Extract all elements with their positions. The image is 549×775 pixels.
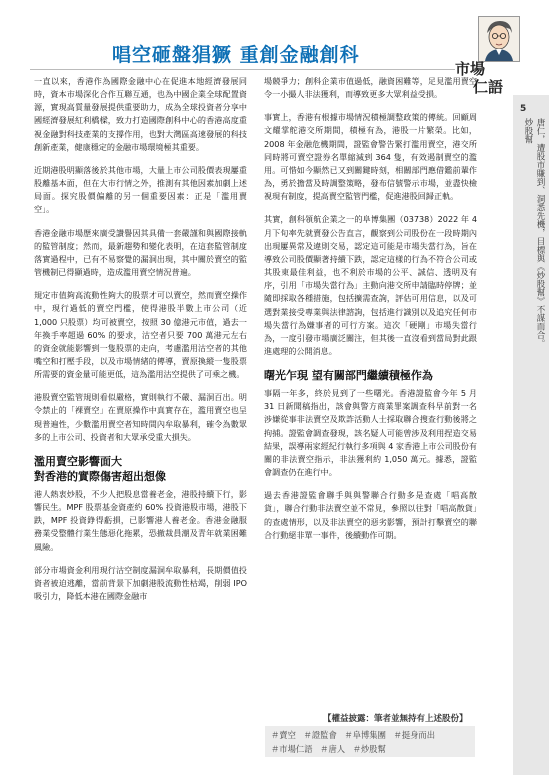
paragraph: 事隔一年多，終於見到了一些曙光。香港證監會今年 5 月 31 日新聞稿指出，該會與警方商業罪案調查科早前對一名涉嫌從事非法賣空及欺詐活動人士採取聯合搜查行動後將之拘捕。證監會調查發現，該名疑人可能曾涉及利用捏造交易結果，誤導兩家經紀行執行多項與 4 家香港上市公司股份有關的非法賣空指示，非法獲利約 1,050 萬元。據悉，證監會調查仍在進行中。 — [264, 388, 477, 478]
page-number: 5 — [520, 104, 527, 114]
subheading — [34, 454, 247, 484]
article-headline: 唱空砸盤猖獗 重創金融創科 — [112, 44, 360, 66]
paragraph: 過去香港證監會聯手與與警聯合行動多是查處「唱高散貨」，聯合行動非法賣空並不常見，參照以往對「唱高散貨」的查處情形，以及非法賣空的惡劣影響，預計打擊賣空的聯合行動絕非單一事件，後續動作可期。 — [264, 490, 477, 540]
paragraph: 場競爭力；創科企業市值過低，融資困難等，足見濫用賣空令一小撮人非法獲利，而導致更多大眾利益受損。 — [264, 76, 477, 100]
subheading: 曙光乍現 望有關部門繼續積極作為 — [264, 369, 433, 383]
column-name-line2: 仁語 — [473, 78, 504, 96]
hashtag[interactable]: ＃炒股幫 — [352, 744, 386, 754]
column-name-line1: 市場 — [455, 60, 486, 78]
subheading-line1: 濫用賣空影響面大 — [34, 454, 122, 468]
article-column-left — [34, 75, 247, 613]
paragraph: 其實，創科領航企業之一的阜博集團（03738）2022 年 4 月下旬率先就賣發公告直言，觀察到公司股份在一段時期內出現屢異常及違則交易，認定這可能是市場失當行為，旨在導致公司股價顯著持續下跌，認定這樣的行為不符合公司或其股東最佳利益，也不利於市場的公平、誠信、透明及有序，引用「市場失當行為」主動向港交所申請臨時停牌；並隨即採取各種措施，包括擴需查詢，評估可用信息，以及可選對業接受專業與法律諮詢，包括進行識別以及追究任何市場失當行為嫌事者的可行方案。這次「硬剛」市場失當行為，一度引發市場廣泛關注，但其後一直沒看到當局對此跟進處理的公開消息。 — [264, 214, 477, 356]
hashtag-box — [265, 726, 475, 757]
header-divider — [30, 69, 455, 70]
sidebar-text-column-name: 炒股幫 — [523, 118, 533, 144]
article-column-right — [264, 75, 477, 552]
paragraph: 部分市場資金利用現行沽空制度漏洞牟取暴利，長期價值投資者被迫逃離，當前背景下加劇港股流動性枯竭，削弱 IPO 吸引力，降低本港在國際金融市 — [34, 564, 247, 601]
hashtag[interactable]: ＃賣空 — [271, 730, 296, 740]
paragraph: 規定市值夠高流動性夠大的股票才可以賣空，然而賣空操作中，現行過低的賣空門檻，使得港股半數上市公司（近 1,000 只股票）均可被賣空，按照 30 億港元市值，過去一年換手率超過 60% 的要求，沽空者只要 700 萬港元左右的資金就能影響到一隻股票的走向，考慮濫用沽空者的其他嘴空和打壓手段，以及市場情緒的傳導，賣原換縱一隻股票所需要的資金量可能更低，這為濫用沽空提供了可乘之機。 — [34, 290, 247, 380]
paragraph: 事實上，香港有根據市場情況積極調整政策的傳統。回顧周文耀掌舵港交所期間，積極有為，港股一片繁榮。比如，2008 年金融危機期間，證監會警告緊打濫用賣空，港交所同時將可賣空證券名單縮減到 364 隻，有效遏制賣空的濫用。可惜如今顯然已又到關鍵時刻，相關部門應借鑑前輩作為，勇於擔當及時調整策略，發布信號警示市場，並盡快檢視現有制度，提高賣空監管門檻，促進港股回歸正軌。 — [264, 112, 477, 202]
columnist-portrait — [478, 16, 520, 62]
hashtag[interactable]: ＃唐人 — [320, 744, 346, 754]
paragraph: 香港金融市場歷來廣受讚譽因其具備一套嚴謹和與國際接軌的監管制度；然而，最新趨勢和變化表明，在這套監管制度落實過程中，已有不易察覺的漏洞出現，其中關於賣空的監管機制已得顯過時，造成濫用賣空情況普遍。 — [34, 227, 247, 278]
paragraph: 一直以來，香港作為國際金融中心在促進本地經濟發展同時，資本市場深化合作互聯互通，也為中國企業全球配置資源，實現高質量發展提供重要助力，成為全球投資者分享中國經濟發展紅利橋樑，致力打造國際創科中心的香港高度重視金融對科技產業的支撐作用，也對大灣區高速發展的科技創新產業，健康穩定的金融市場環境極其重要。 — [34, 76, 247, 152]
subheading-line2: 對香港的實際傷害超出想像 — [34, 469, 166, 483]
hashtag[interactable]: ＃證監會 — [303, 730, 337, 740]
paragraph: 港股賣空監管規則看似嚴格，實則執行不嚴、漏洞百出。明令禁止的「裸賣空」在賣原操作中真實存在，濫用賣空也呈現普遍性，少數濫用賣空者知時間內牟取暴利，確令為數眾多的上市公司、投資者和大眾承受重大損失。 — [34, 392, 247, 442]
disclosure-note: 【權益披露：筆者並無持有上述股份】 — [323, 714, 468, 724]
hashtag[interactable]: ＃挺身而出 — [393, 730, 436, 740]
paragraph: 近期港股明顯落後於其他市場，大量上市公司股價表現屢重股離基本面，但在大市行情之外，推測有其他因素加劇上述局面。探究股價偏離的另一個重要因素：正是「濫用賣空」。 — [34, 164, 247, 215]
hashtag[interactable]: ＃市場仁語 — [271, 744, 313, 754]
sidebar-text-author-bio: 唐仁，遭股市賺到、洞悉先機，目標與《炒股幫》不謀而合。 — [535, 118, 545, 348]
hashtag[interactable]: ＃阜博集團 — [344, 730, 386, 740]
paragraph: 港人熱衷炒股，不少人把股息當養老金，港股持續下行，影響民生。MPF 股票基金資產約 60% 投資港股市場，港股下跌，MPF 投資錚得虧損，已影響港人養老金。香港金融服務業受整體行業生態惡化拖累，恐撤裁員潮及青年就業困難風險。 — [34, 488, 247, 552]
